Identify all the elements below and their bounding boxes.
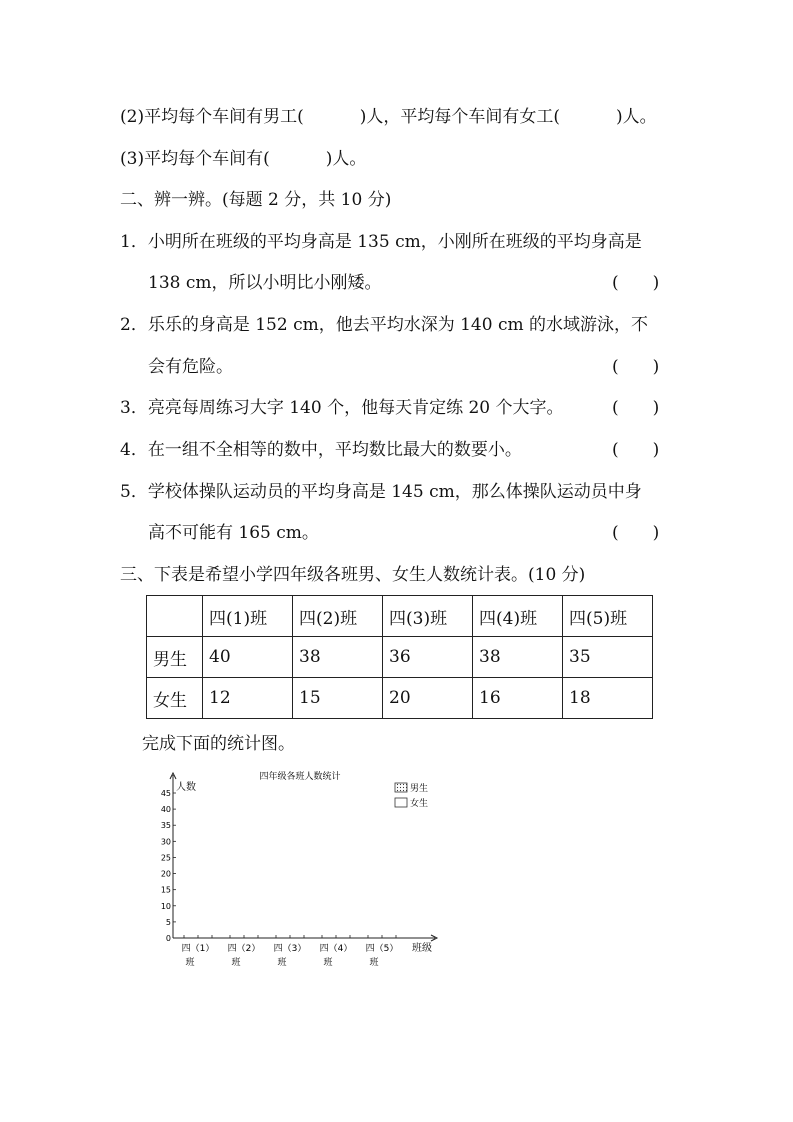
judge-item-3-answer[interactable]: ( ) bbox=[612, 398, 660, 418]
legend-label-girls: 女生 bbox=[410, 799, 429, 809]
x-category-label: 四（5） bbox=[365, 944, 399, 954]
chart-title: 四年级各班人数统计 bbox=[259, 772, 341, 782]
judge-item-1-answer[interactable]: ( ) bbox=[612, 273, 660, 293]
x-category-label: 四（1） bbox=[181, 944, 215, 954]
section3-title: 三、下表是希望小学四年级各班男、女生人数统计表。(10 分) bbox=[120, 565, 586, 585]
q2-line: (2)平均每个车间有男工( )人，平均每个车间有女工( )人。 bbox=[120, 107, 657, 127]
table-cell: 38 bbox=[293, 637, 383, 678]
judge-item-2-line2: 会有危险。 bbox=[148, 357, 233, 377]
chart-instruction: 完成下面的统计图。 bbox=[142, 734, 295, 754]
y-tick-label: 5 bbox=[165, 917, 171, 927]
table-cell bbox=[147, 596, 203, 637]
judge-item-5-line1: 5．学校体操队运动员的平均身高是 145 cm，那么体操队运动员中身 bbox=[120, 482, 642, 502]
table-cell: 四(4)班 bbox=[473, 596, 563, 637]
x-category-label-line2: 班 bbox=[185, 958, 195, 968]
table-cell: 18 bbox=[563, 678, 653, 719]
x-category-label-line2: 班 bbox=[277, 958, 287, 968]
x-category-label: 四（3） bbox=[273, 944, 307, 954]
table-row bbox=[147, 678, 653, 719]
x-category-label: 四（2） bbox=[227, 944, 261, 954]
y-tick-label: 40 bbox=[160, 805, 171, 815]
table-cell: 女生 bbox=[147, 678, 203, 719]
judge-item-1-line1: 1．小明所在班级的平均身高是 135 cm，小刚所在班级的平均身高是 bbox=[120, 232, 642, 252]
y-tick-label: 10 bbox=[160, 901, 171, 911]
x-category-label-line2: 班 bbox=[369, 958, 379, 968]
q3-line: (3)平均每个车间有( )人。 bbox=[120, 149, 367, 169]
table-cell: 38 bbox=[473, 637, 563, 678]
y-ticks bbox=[161, 789, 176, 943]
y-axis-label: 人数 bbox=[176, 782, 196, 793]
table-cell: 15 bbox=[293, 678, 383, 719]
legend-label-boys: 男生 bbox=[410, 784, 429, 794]
bar-chart[interactable] bbox=[150, 765, 450, 975]
judge-item-4-answer[interactable]: ( ) bbox=[612, 440, 660, 460]
table-header-row bbox=[147, 596, 653, 637]
judge-item-5-line2: 高不可能有 165 cm。 bbox=[148, 523, 319, 543]
table-cell: 36 bbox=[383, 637, 473, 678]
judge-item-3-line1: 3．亮亮每周练习大字 140 个，他每天肯定练 20 个大字。 bbox=[120, 398, 564, 418]
legend-swatch-girls bbox=[395, 798, 407, 807]
y-tick-label: 20 bbox=[160, 869, 171, 879]
judge-item-1-line2: 138 cm，所以小明比小刚矮。 bbox=[148, 273, 382, 293]
table-cell: 四(1)班 bbox=[203, 596, 293, 637]
stats-table bbox=[146, 595, 653, 719]
y-tick-label: 15 bbox=[160, 885, 171, 895]
x-categories bbox=[182, 935, 399, 968]
section2-title: 二、辨一辨。(每题 2 分，共 10 分) bbox=[120, 190, 392, 210]
table-cell: 四(3)班 bbox=[383, 596, 473, 637]
table-row bbox=[147, 637, 653, 678]
y-tick-label: 35 bbox=[160, 821, 171, 831]
table-cell: 35 bbox=[563, 637, 653, 678]
judge-item-5-answer[interactable]: ( ) bbox=[612, 523, 660, 543]
y-tick-label: 0 bbox=[165, 934, 171, 943]
table-cell: 20 bbox=[383, 678, 473, 719]
table-cell: 12 bbox=[203, 678, 293, 719]
table-cell: 男生 bbox=[147, 637, 203, 678]
judge-item-4-line1: 4．在一组不全相等的数中，平均数比最大的数要小。 bbox=[120, 440, 522, 460]
table-cell: 16 bbox=[473, 678, 563, 719]
judge-item-2-line1: 2．乐乐的身高是 152 cm，他去平均水深为 140 cm 的水域游泳，不 bbox=[120, 315, 649, 335]
y-tick-label: 30 bbox=[160, 837, 171, 847]
judge-item-2-answer[interactable]: ( ) bbox=[612, 357, 660, 377]
table-cell: 四(5)班 bbox=[563, 596, 653, 637]
x-axis-label: 班级 bbox=[412, 943, 432, 954]
y-tick-label: 25 bbox=[160, 853, 171, 863]
x-category-label: 四（4） bbox=[319, 944, 353, 954]
legend-swatch-boys bbox=[395, 783, 407, 792]
table-cell: 40 bbox=[203, 637, 293, 678]
x-category-label-line2: 班 bbox=[231, 958, 241, 968]
x-category-label-line2: 班 bbox=[323, 958, 333, 968]
table-cell: 四(2)班 bbox=[293, 596, 383, 637]
y-tick-label: 45 bbox=[160, 789, 171, 798]
